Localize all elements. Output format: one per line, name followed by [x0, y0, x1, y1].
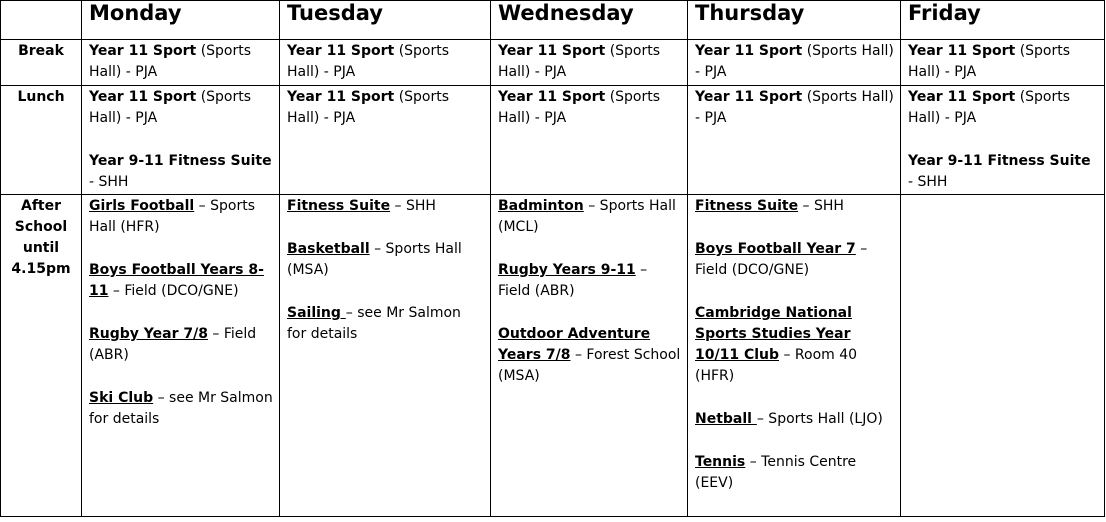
activity-name: Year 11 Sport: [498, 43, 606, 59]
activity-name: Tennis: [695, 454, 746, 470]
activity-entry: [89, 151, 273, 193]
activity-detail: (Sports Hall) - PJA: [908, 89, 1071, 126]
activity-detail: – see Mr Salmon for details: [89, 390, 273, 427]
activity-detail: (Sports Hall) - PJA: [498, 43, 661, 80]
activity-name: Boys Football Year 7: [695, 241, 856, 257]
activity-entry: [287, 87, 484, 129]
activity-detail: (Sports Hall) - PJA: [287, 89, 450, 126]
activity-detail: – Room 40 (HFR): [695, 347, 858, 384]
activity-detail: – see Mr Salmon for details: [287, 305, 461, 342]
activity-detail: – Tennis Centre (EEV): [695, 454, 857, 491]
activity-name: Sailing: [287, 305, 346, 321]
activity-entry: [287, 239, 484, 281]
activity-entry: [498, 324, 681, 387]
cell-lunch-monday: [82, 86, 280, 195]
row-label-lunch: Lunch: [1, 86, 82, 195]
activity-entry: [695, 87, 894, 129]
timetable-row-after-school: [1, 195, 1105, 517]
cell-break-wednesday: [491, 40, 688, 86]
activity-name: Basketball: [287, 241, 370, 257]
activity-entry: [287, 303, 484, 345]
activity-entry: [287, 41, 484, 83]
activity-entry: [908, 87, 1098, 129]
activity-name: Year 11 Sport: [908, 89, 1016, 105]
activity-entry: [695, 452, 894, 494]
activity-entry: [695, 303, 894, 387]
activity-detail: (Sports Hall) - PJA: [287, 43, 450, 80]
activity-entry: [89, 41, 273, 83]
activity-entry: [695, 196, 894, 217]
activity-entry: [695, 239, 894, 281]
activity-entry: [89, 87, 273, 129]
activity-detail: – SHH: [798, 198, 844, 214]
activity-name: Fitness Suite: [695, 198, 799, 214]
activity-name: Ski Club: [89, 390, 154, 406]
activity-name: Cambridge National Sports Studies Year 10/11 Club: [695, 305, 852, 363]
activity-name: Rugby Years 9-11: [498, 262, 636, 278]
cell-lunch-wednesday: [491, 86, 688, 195]
day-header-friday: Friday: [901, 1, 1105, 40]
activity-detail: (Sports Hall) - PJA: [498, 89, 661, 126]
activity-detail: - SHH: [908, 174, 948, 190]
activity-detail: – Sports Hall (HFR): [89, 198, 255, 235]
activity-entry: [908, 151, 1098, 193]
activity-detail: – Sports Hall (MSA): [287, 241, 462, 278]
day-header-tuesday: Tuesday: [280, 1, 491, 40]
activity-name: Fitness Suite: [287, 198, 391, 214]
activity-name: Year 11 Sport: [89, 89, 197, 105]
cell-lunch-tuesday: [280, 86, 491, 195]
activity-entry: [89, 260, 273, 302]
activity-name: Outdoor Adventure Years 7/8: [498, 326, 651, 363]
activity-detail: (Sports Hall) - PJA: [695, 89, 894, 126]
activity-detail: – Sports Hall (LJO): [756, 411, 883, 427]
activity-detail: – Field (ABR): [498, 262, 648, 299]
activity-entry: [498, 196, 681, 238]
activity-detail: – Field (ABR): [89, 326, 257, 363]
activity-name: Year 9-11 Fitness Suite: [89, 153, 272, 169]
cell-lunch-friday: [901, 86, 1105, 195]
corner-cell: [1, 1, 82, 40]
activity-name: Badminton: [498, 198, 584, 214]
day-header-wednesday: Wednesday: [491, 1, 688, 40]
row-label-after-school: After School until 4.15pm: [1, 195, 82, 517]
cell-break-thursday: [688, 40, 901, 86]
day-header-monday: Monday: [82, 1, 280, 40]
activity-detail: – Field (DCO/GNE): [695, 241, 868, 278]
activity-entry: [287, 196, 484, 217]
activity-detail: (Sports Hall) - PJA: [89, 43, 252, 80]
cell-after-school-tuesday: [280, 195, 491, 517]
activity-name: Boys Football Years 8-11: [89, 262, 264, 299]
activity-name: Girls Football: [89, 198, 195, 214]
timetable-row-lunch: [1, 86, 1105, 195]
activity-entry: [89, 196, 273, 238]
cell-break-tuesday: [280, 40, 491, 86]
activity-entry: [498, 260, 681, 302]
activity-entry: [908, 41, 1098, 83]
activity-detail: (Sports Hall) - PJA: [908, 43, 1071, 80]
activity-name: Year 11 Sport: [287, 89, 395, 105]
header-row: [1, 1, 1105, 40]
activity-entry: [89, 388, 273, 430]
activity-detail: – Field (DCO/GNE): [108, 283, 239, 299]
cell-break-monday: [82, 40, 280, 86]
activity-detail: (Sports Hall) - PJA: [89, 89, 252, 126]
activity-detail: - SHH: [89, 174, 129, 190]
row-label-break: Break: [1, 40, 82, 86]
cell-after-school-thursday: [688, 195, 901, 517]
activity-entry: [695, 41, 894, 83]
cell-after-school-friday: [901, 195, 1105, 517]
activity-entry: [498, 41, 681, 83]
activity-name: Year 9-11 Fitness Suite: [908, 153, 1091, 169]
activity-detail: (Sports Hall) - PJA: [695, 43, 894, 80]
cell-lunch-thursday: [688, 86, 901, 195]
activity-name: Year 11 Sport: [908, 43, 1016, 59]
activity-name: Netball: [695, 411, 757, 427]
activity-entry: [695, 409, 894, 430]
activity-name: Year 11 Sport: [287, 43, 395, 59]
activity-entry: [89, 324, 273, 366]
day-header-thursday: Thursday: [688, 1, 901, 40]
cell-break-friday: [901, 40, 1105, 86]
activity-name: Year 11 Sport: [695, 89, 803, 105]
cell-after-school-wednesday: [491, 195, 688, 517]
cell-after-school-monday: [82, 195, 280, 517]
activity-detail: – SHH: [390, 198, 436, 214]
activity-name: Year 11 Sport: [695, 43, 803, 59]
activity-name: Year 11 Sport: [89, 43, 197, 59]
activity-detail: – Forest School (MSA): [498, 347, 681, 384]
activity-name: Rugby Year 7/8: [89, 326, 208, 342]
activity-detail: – Sports Hall (MCL): [498, 198, 676, 235]
activity-entry: [498, 87, 681, 129]
activity-name: Year 11 Sport: [498, 89, 606, 105]
timetable-row-break: [1, 40, 1105, 86]
